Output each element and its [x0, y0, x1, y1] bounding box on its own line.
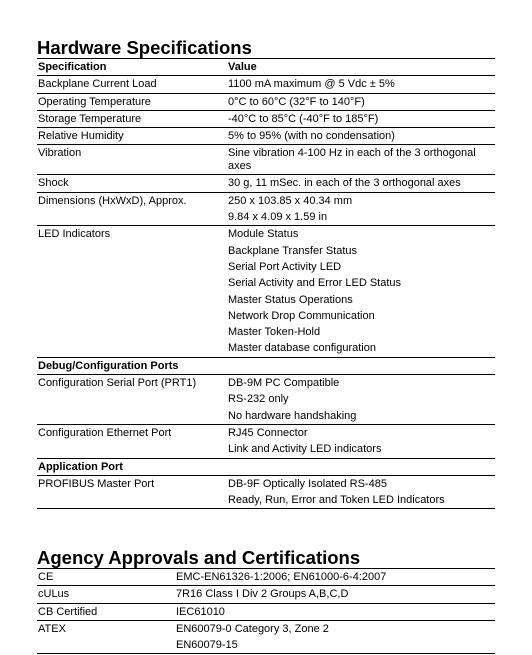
table-row	[37, 425, 495, 459]
agency-name: CE	[38, 571, 54, 583]
table-row	[37, 568, 495, 586]
spec-name: Configuration Ethernet Port	[38, 426, 172, 439]
spec-value: DB-9F Optically Isolated RS-485 Ready, Run, Error and Token LED Indicators	[228, 477, 445, 507]
agency-approvals-title: Agency Approvals and Certifications	[37, 547, 361, 568]
column-header-value: Value	[228, 61, 257, 73]
spec-value: -40°C to 85°C (-40°F to 185°F)	[228, 112, 379, 125]
agency-value: 7R16 Class I Div 2 Groups A,B,C,D	[176, 588, 349, 601]
hardware-specifications-table	[37, 58, 495, 509]
spec-name: Dimensions (HxWxD), Approx.	[38, 194, 187, 207]
section-header-debug-ports: Debug/Configuration Ports	[37, 358, 495, 375]
table-row	[37, 145, 495, 175]
table-row	[37, 621, 495, 655]
table-row	[37, 94, 495, 111]
agency-value: EN60079-0 Category 3, Zone 2 EN60079-15	[176, 622, 329, 652]
spec-value: Sine vibration 4-100 Hz in each of the 3 orthogonal axes	[228, 147, 476, 172]
spec-value: 0°C to 60°C (32°F to 140°F)	[228, 95, 365, 108]
table-header-row	[37, 58, 495, 76]
agency-name: ATEX	[38, 622, 66, 635]
table-row	[37, 226, 495, 357]
table-row	[37, 128, 495, 145]
spec-name: Operating Temperature	[38, 95, 151, 108]
agency-approvals-table	[37, 568, 495, 654]
spec-name: Shock	[38, 177, 69, 190]
agency-value: EMC-EN61326-1:2006; EN61000-6-4:2007	[176, 571, 387, 583]
spec-value: 30 g, 11 mSec. in each of the 3 orthogonal axes	[228, 177, 461, 190]
spec-value: DB-9M PC Compatible RS-232 only No hardware handshaking	[228, 377, 357, 422]
table-row	[37, 375, 495, 425]
table-row	[37, 76, 495, 93]
table-row	[37, 175, 495, 192]
table-row	[37, 193, 495, 227]
spec-name: Vibration	[38, 147, 82, 160]
agency-name: cULus	[38, 588, 70, 601]
agency-name: CB Certified	[38, 605, 98, 618]
spec-name: Backplane Current Load	[38, 78, 157, 91]
spec-name: PROFIBUS Master Port	[38, 477, 155, 490]
section-header-application-port: Application Port	[37, 459, 495, 476]
spec-value: RJ45 Connector Link and Activity LED indicators	[228, 426, 382, 456]
table-row	[37, 111, 495, 128]
column-header-specification: Specification	[38, 61, 107, 73]
spec-value: Module Status Backplane Transfer Status Serial Port Activity LED Serial Activity and Error LED Status Master Status Operations Network Drop Communication Master Token-Hold Master database configuration	[228, 228, 402, 355]
spec-value: 1100 mA maximum @ 5 Vdc ± 5%	[228, 78, 395, 91]
spec-name: Storage Temperature	[38, 112, 142, 125]
spec-name: Configuration Serial Port (PRT1)	[38, 377, 197, 390]
spec-value: 5% to 95% (with no condensation)	[228, 130, 395, 143]
table-row	[37, 604, 495, 621]
spec-name: Relative Humidity	[38, 130, 124, 143]
spec-value: 250 x 103.85 x 40.34 mm 9.84 x 4.09 x 1.59 in	[228, 194, 353, 224]
table-row	[37, 586, 495, 603]
agency-value: IEC61010	[176, 605, 225, 618]
table-row	[37, 476, 495, 510]
hardware-specifications-title: Hardware Specifications	[37, 37, 252, 58]
spec-name: LED Indicators	[38, 228, 111, 241]
